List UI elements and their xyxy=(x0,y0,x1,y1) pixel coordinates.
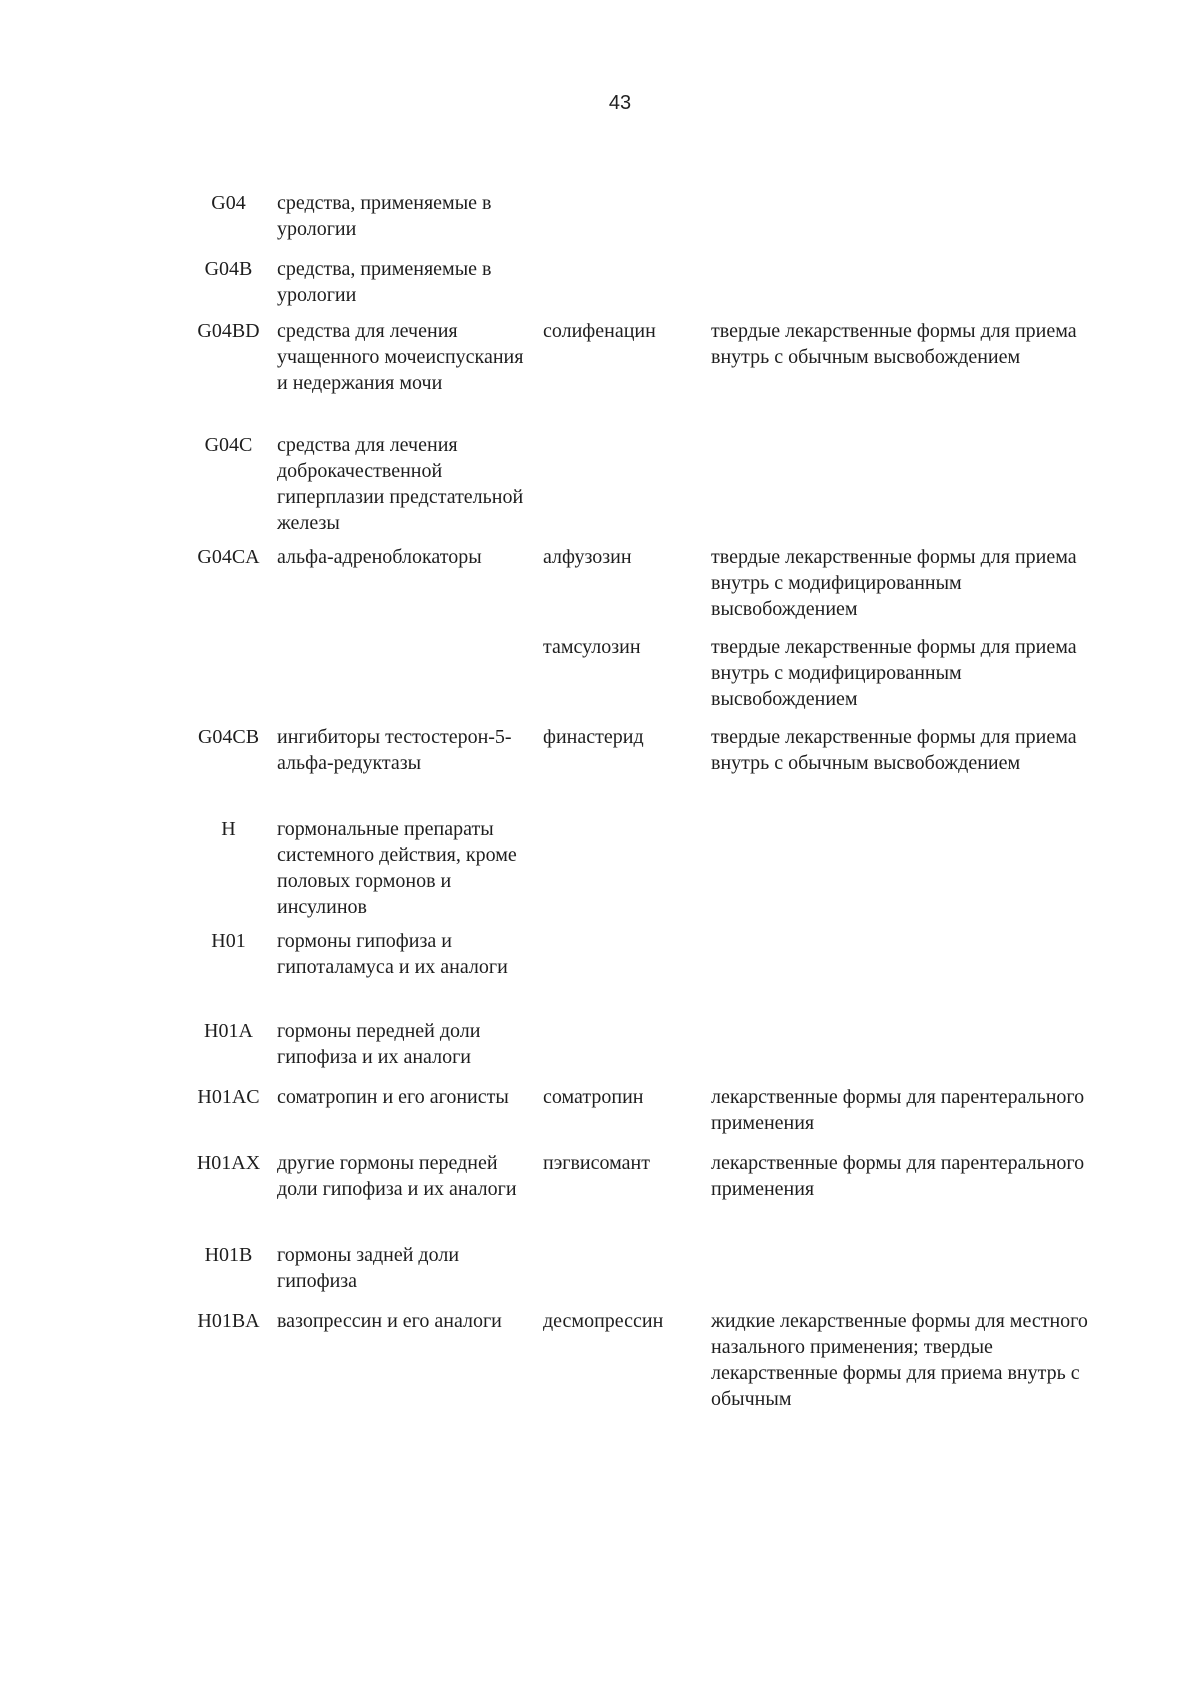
pharmacological-group: средства, применяемые в урологии xyxy=(277,192,492,240)
atc-code: H01A xyxy=(204,1020,253,1042)
pharmacological-group: гормоны задней доли гипофиза xyxy=(277,1244,460,1292)
table-row xyxy=(180,1084,1091,1136)
drug-substance: пэгвисомант xyxy=(543,1152,650,1174)
atc-code: G04CA xyxy=(197,546,260,568)
table-row xyxy=(180,432,1091,536)
table-row xyxy=(180,318,1091,396)
dosage-form: твердые лекарственные формы для приема внутрь с обычным высвобождением xyxy=(711,320,1077,368)
table-row xyxy=(180,634,1091,712)
table-row xyxy=(180,544,1091,622)
pharmacological-group: средства для лечения учащенного мочеиспускания и недержания мочи xyxy=(277,320,524,394)
drug-substance: десмопрессин xyxy=(543,1310,664,1332)
table-row xyxy=(180,1308,1091,1412)
atc-code: H01AC xyxy=(197,1086,260,1108)
dosage-form: твердые лекарственные формы для приема внутрь с модифицированным высвобождением xyxy=(711,636,1077,710)
atc-code: G04C xyxy=(204,434,253,456)
dosage-form: лекарственные формы для парентерального применения xyxy=(711,1086,1085,1134)
pharmacological-group: другие гормоны передней доли гипофиза и их аналоги xyxy=(277,1152,517,1200)
atc-code: H01B xyxy=(204,1244,253,1266)
table-row xyxy=(180,724,1091,776)
table-row xyxy=(180,816,1091,920)
drug-substance: финастерид xyxy=(543,726,644,748)
pharmacological-group: гормоны гипофиза и гипоталамуса и их аналоги xyxy=(277,930,508,978)
table-row xyxy=(180,190,1091,242)
table-row xyxy=(180,1150,1091,1202)
pharmacological-group: средства, применяемые в урологии xyxy=(277,258,492,306)
drug-substance: солифенацин xyxy=(543,320,656,342)
atc-code: H01BA xyxy=(197,1310,260,1332)
pharmacological-group: соматропин и его агонисты xyxy=(277,1086,509,1108)
page-number: 43 xyxy=(608,92,632,114)
dosage-form: твердые лекарственные формы для приема внутрь с модифицированным высвобождением xyxy=(711,546,1077,620)
atc-code: G04BD xyxy=(197,320,260,342)
table-row xyxy=(180,256,1091,308)
atc-code: G04 xyxy=(211,192,246,214)
atc-code: G04CB xyxy=(197,726,260,748)
pharmacological-group: гормональные препараты системного действия, кроме половых гормонов и инсулинов xyxy=(277,818,517,918)
table-row xyxy=(180,1242,1091,1294)
drug-substance: соматропин xyxy=(543,1086,644,1108)
atc-code: H xyxy=(221,818,236,840)
pharmacological-group: средства для лечения доброкачественной гиперплазии предстательной железы xyxy=(277,434,524,534)
dosage-form: лекарственные формы для парентерального применения xyxy=(711,1152,1085,1200)
table-row xyxy=(180,1018,1091,1070)
dosage-form: твердые лекарственные формы для приема внутрь с обычным высвобождением xyxy=(711,726,1077,774)
atc-code: G04B xyxy=(204,258,253,280)
drug-substance: алфузозин xyxy=(543,546,632,568)
pharmacological-group: вазопрессин и его аналоги xyxy=(277,1310,502,1332)
table-row xyxy=(180,928,1091,980)
drug-substance: тамсулозин xyxy=(543,636,641,658)
dosage-form: жидкие лекарственные формы для местного назального применения; твердые лекарственные формы для приема внутрь с обычным xyxy=(711,1310,1088,1410)
pharmacological-group: гормоны передней доли гипофиза и их аналоги xyxy=(277,1020,481,1068)
pharmacological-group: ингибиторы тестостерон-5-альфа-редуктазы xyxy=(277,726,512,774)
pharmacological-group: альфа-адреноблокаторы xyxy=(277,546,482,568)
atc-code: H01 xyxy=(211,930,246,952)
atc-code: H01AX xyxy=(196,1152,261,1174)
